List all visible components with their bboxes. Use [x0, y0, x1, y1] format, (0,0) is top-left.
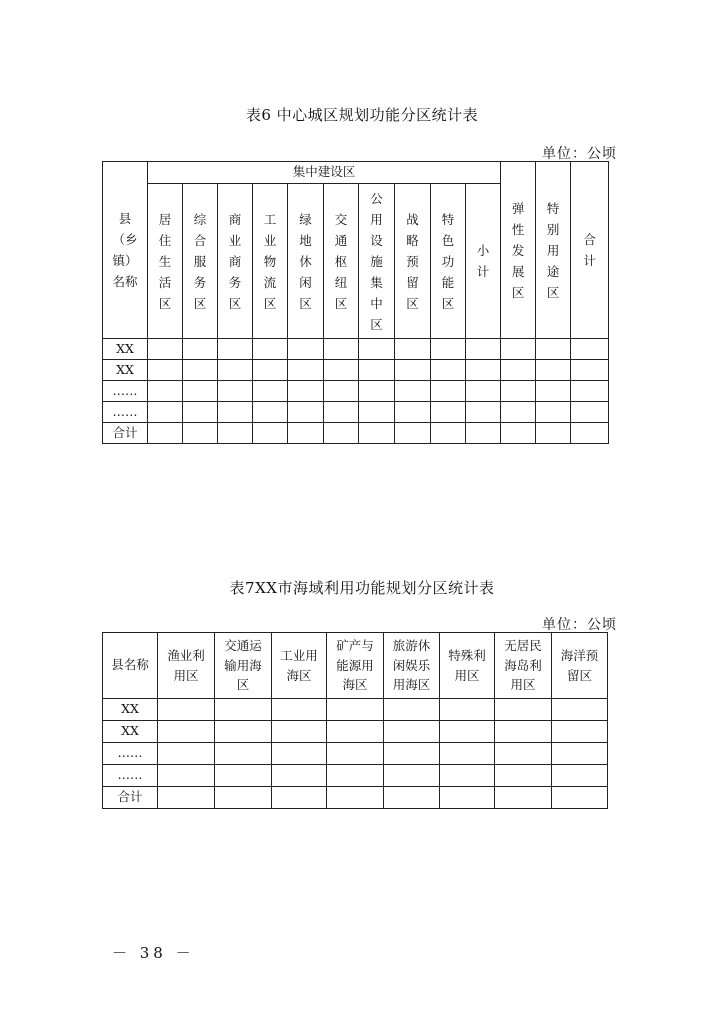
table-row	[103, 743, 608, 765]
header-county-name: 县名称	[103, 633, 158, 699]
table-row	[103, 787, 608, 809]
table-cell	[272, 765, 327, 787]
header-col-3: 矿产与 能源用 海区	[327, 633, 384, 699]
table-row	[103, 721, 608, 743]
table6-unit: 单位：公顷	[542, 146, 617, 162]
table-cell	[218, 381, 253, 402]
header-col-7: 战 略 预 留 区	[395, 184, 431, 339]
table-cell	[395, 339, 431, 360]
table-cell	[158, 699, 215, 721]
table-cell	[571, 360, 609, 381]
header-col-outer-0: 弹 性 发 展 区	[501, 162, 536, 339]
table-cell	[359, 423, 395, 444]
table-cell	[183, 402, 218, 423]
table-cell	[183, 339, 218, 360]
table-cell	[359, 381, 395, 402]
table-cell	[501, 339, 536, 360]
table-cell	[431, 402, 466, 423]
header-col-0: 渔业利 用区	[158, 633, 215, 699]
table-cell	[324, 339, 359, 360]
table-cell	[571, 339, 609, 360]
table-cell	[495, 787, 552, 809]
page-number: － 38 －	[112, 944, 195, 962]
table-cell	[215, 721, 272, 743]
table-cell	[148, 402, 183, 423]
table-cell	[215, 765, 272, 787]
table-cell	[272, 699, 327, 721]
table-cell	[440, 699, 495, 721]
table-cell	[253, 360, 288, 381]
table-cell	[384, 743, 440, 765]
header-col-1: 综 合 服 务 区	[183, 184, 218, 339]
table-cell	[148, 339, 183, 360]
table-cell	[495, 765, 552, 787]
header-col-4: 绿 地 休 闲 区	[288, 184, 324, 339]
table-cell	[536, 381, 571, 402]
header-col-6: 公 用 设 施 集 中 区	[359, 184, 395, 339]
row-label: XX	[103, 339, 148, 360]
table-cell	[288, 402, 324, 423]
table-cell	[440, 721, 495, 743]
table-cell	[272, 721, 327, 743]
table-cell	[571, 423, 609, 444]
table-cell	[218, 339, 253, 360]
table-cell	[571, 381, 609, 402]
table-row	[103, 699, 608, 721]
header-col-4: 旅游休 闲娱乐 用海区	[384, 633, 440, 699]
table-cell	[218, 423, 253, 444]
table-cell	[552, 699, 608, 721]
table-row	[103, 765, 608, 787]
table-cell	[384, 765, 440, 787]
header-col-5: 特殊利 用区	[440, 633, 495, 699]
table-cell	[218, 402, 253, 423]
header-col-2: 工业用 海区	[272, 633, 327, 699]
header-col-6: 无居民 海岛利 用区	[495, 633, 552, 699]
header-county: 县 （乡 镇） 名称	[103, 162, 148, 339]
header-col-3: 工 业 物 流 区	[253, 184, 288, 339]
table-cell	[536, 402, 571, 423]
table-cell	[501, 360, 536, 381]
row-label: XX	[103, 699, 158, 721]
row-label: 合计	[103, 423, 148, 444]
table-cell	[183, 423, 218, 444]
table-cell	[495, 721, 552, 743]
row-label: XX	[103, 721, 158, 743]
table-cell	[327, 787, 384, 809]
table-cell	[215, 787, 272, 809]
table-cell	[384, 699, 440, 721]
table-cell	[359, 402, 395, 423]
table-cell	[253, 423, 288, 444]
table6-title: 表6 中心城区规划功能分区统计表	[245, 106, 479, 124]
table-cell	[215, 699, 272, 721]
header-group: 集中建设区	[148, 162, 501, 184]
header-col-7: 海洋预 留区	[552, 633, 608, 699]
table-cell	[466, 339, 501, 360]
table-cell	[395, 423, 431, 444]
table-cell	[288, 339, 324, 360]
table-cell	[552, 743, 608, 765]
table-cell	[466, 381, 501, 402]
table-cell	[495, 743, 552, 765]
table-cell	[440, 743, 495, 765]
table-cell	[552, 765, 608, 787]
table7-unit: 单位：公顷	[542, 617, 617, 633]
table7-title: 表7XX市海域利用功能规划分区统计表	[229, 579, 495, 597]
table-cell	[495, 699, 552, 721]
table-cell	[431, 339, 466, 360]
table-cell	[253, 339, 288, 360]
table-cell	[324, 402, 359, 423]
table-cell	[536, 360, 571, 381]
table-cell	[359, 360, 395, 381]
table-cell	[158, 721, 215, 743]
table-cell	[501, 402, 536, 423]
table-cell	[148, 381, 183, 402]
table-cell	[183, 360, 218, 381]
table-cell	[148, 360, 183, 381]
table-cell	[327, 743, 384, 765]
table-row	[103, 381, 609, 402]
table-row	[103, 423, 609, 444]
table-cell	[440, 787, 495, 809]
table-cell	[215, 743, 272, 765]
table-cell	[327, 765, 384, 787]
table-cell	[327, 721, 384, 743]
header-col-5: 交 通 枢 纽 区	[324, 184, 359, 339]
row-label: ……	[103, 765, 158, 787]
header-col-outer-2: 合 计	[571, 162, 609, 339]
table-cell	[395, 360, 431, 381]
table6	[102, 161, 609, 444]
table-cell	[158, 765, 215, 787]
header-col-0: 居 住 生 活 区	[148, 184, 183, 339]
table-cell	[288, 423, 324, 444]
table-cell	[324, 381, 359, 402]
table-cell	[431, 423, 466, 444]
row-label: XX	[103, 360, 148, 381]
table-cell	[327, 699, 384, 721]
table-cell	[384, 721, 440, 743]
table-cell	[571, 402, 609, 423]
row-label: 合计	[103, 787, 158, 809]
row-label: ……	[103, 743, 158, 765]
table-cell	[501, 381, 536, 402]
table-cell	[218, 360, 253, 381]
table-cell	[253, 402, 288, 423]
table-cell	[288, 360, 324, 381]
table-cell	[431, 381, 466, 402]
table-cell	[395, 402, 431, 423]
header-col-9: 小 计	[466, 184, 501, 339]
table-cell	[253, 381, 288, 402]
table-cell	[324, 360, 359, 381]
table-cell	[440, 765, 495, 787]
header-col-1: 交通运 输用海 区	[215, 633, 272, 699]
table-cell	[384, 787, 440, 809]
table-row	[103, 339, 609, 360]
table-cell	[288, 381, 324, 402]
table-cell	[431, 360, 466, 381]
header-col-8: 特 色 功 能 区	[431, 184, 466, 339]
table-cell	[536, 423, 571, 444]
table-cell	[183, 381, 218, 402]
table-cell	[395, 381, 431, 402]
table-cell	[501, 423, 536, 444]
table-cell	[552, 787, 608, 809]
table-cell	[158, 743, 215, 765]
table-row	[103, 360, 609, 381]
row-label: ……	[103, 402, 148, 423]
table7	[102, 632, 608, 809]
table-cell	[272, 787, 327, 809]
row-label: ……	[103, 381, 148, 402]
table-cell	[272, 743, 327, 765]
table-cell	[552, 721, 608, 743]
table-cell	[148, 423, 183, 444]
header-col-outer-1: 特 别 用 途 区	[536, 162, 571, 339]
table-cell	[324, 423, 359, 444]
table-cell	[536, 339, 571, 360]
header-col-2: 商 业 商 务 区	[218, 184, 253, 339]
table-cell	[359, 339, 395, 360]
table-cell	[466, 402, 501, 423]
table-cell	[158, 787, 215, 809]
table-row	[103, 402, 609, 423]
table-cell	[466, 423, 501, 444]
table-cell	[466, 360, 501, 381]
